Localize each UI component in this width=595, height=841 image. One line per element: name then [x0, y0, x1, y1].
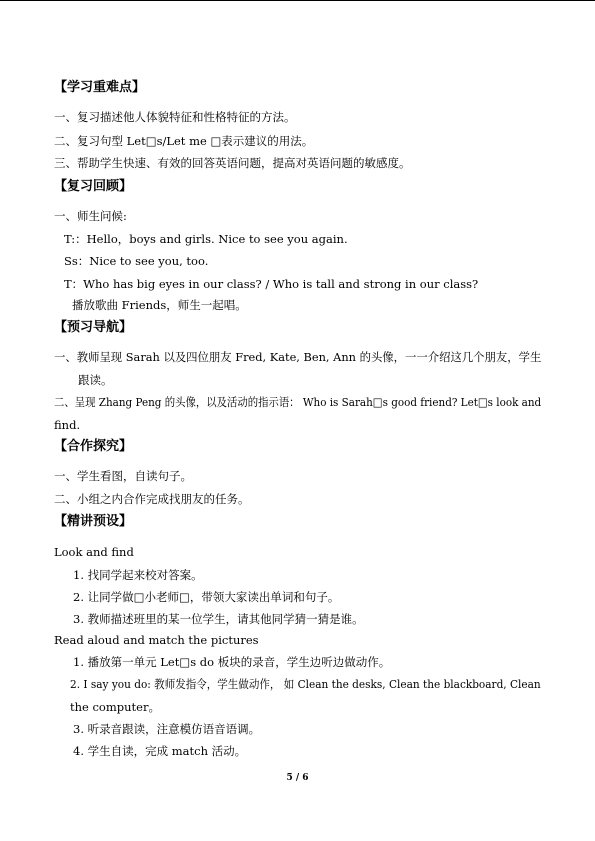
- text-line: 三、帮助学生快速、有效的回答英语问题，提高对英语问题的敏感度。: [54, 156, 411, 170]
- header-rule: [0, 0, 595, 1]
- text-line: 一、复习描述他人体貌特征和性格特征的方法。: [54, 110, 296, 124]
- list-item: 3. 教师描述班里的某一位学生，请其他同学猜一猜是谁。: [73, 612, 364, 626]
- heading-review: 【复习回顾】: [54, 179, 133, 194]
- text-line: 一、学生看图，自读句子。: [54, 469, 192, 483]
- text-line: Ss：Nice to see you, too.: [64, 254, 209, 268]
- heading-cooperation: 【合作探究】: [54, 439, 133, 454]
- text-line: find.: [54, 418, 81, 432]
- text-line: T：Who has big eyes in our class? / Who is tall and strong in our class?: [64, 277, 479, 291]
- text-line: the computer。: [70, 700, 160, 714]
- heading-key-points: 【学习重难点】: [54, 80, 146, 95]
- text-line: Read aloud and match the pictures: [54, 633, 259, 647]
- list-item: 2. 让同学做□小老师□，带领大家读出单词和句子。: [73, 590, 340, 604]
- text-line: T:：Hello，boys and girls. Nice to see you again.: [64, 232, 348, 246]
- list-item: 1. 找同学起来校对答案。: [73, 568, 203, 582]
- text-line: 二、小组之内合作完成找朋友的任务。: [54, 492, 250, 506]
- heading-preview: 【预习导航】: [54, 320, 133, 335]
- list-item: 4. 学生自读，完成 match 活动。: [73, 744, 247, 758]
- text-line: 二、呈现 Zhang Peng 的头像，以及活动的指示语： Who is Sarah□s good friend? Let□s look and: [54, 395, 542, 409]
- text-line: 跟读。: [78, 373, 113, 387]
- text-line: 播放歌曲 Friends，师生一起唱。: [72, 298, 247, 312]
- page-number: 5 / 6: [286, 773, 309, 783]
- text-line: 二、复习句型 Let□s/Let me □表示建议的用法。: [54, 134, 314, 148]
- heading-lecture: 【精讲预设】: [54, 514, 133, 529]
- text-line: Look and find: [54, 545, 134, 559]
- list-item: 1. 播放第一单元 Let□s do 板块的录音，学生边听边做动作。: [73, 655, 391, 669]
- text-line: 一、师生问候:: [54, 209, 127, 223]
- list-item: 2. I say you do: 教师发指令，学生做动作， 如 Clean the desks, Clean the blackboard, Clean: [70, 677, 541, 691]
- list-item: 3. 听录音跟读，注意模仿语音语调。: [73, 722, 261, 736]
- text-line: 一、教师呈现 Sarah 以及四位朋友 Fred, Kate, Ben, Ann 的头像，一一介绍这几个朋友，学生: [54, 350, 542, 364]
